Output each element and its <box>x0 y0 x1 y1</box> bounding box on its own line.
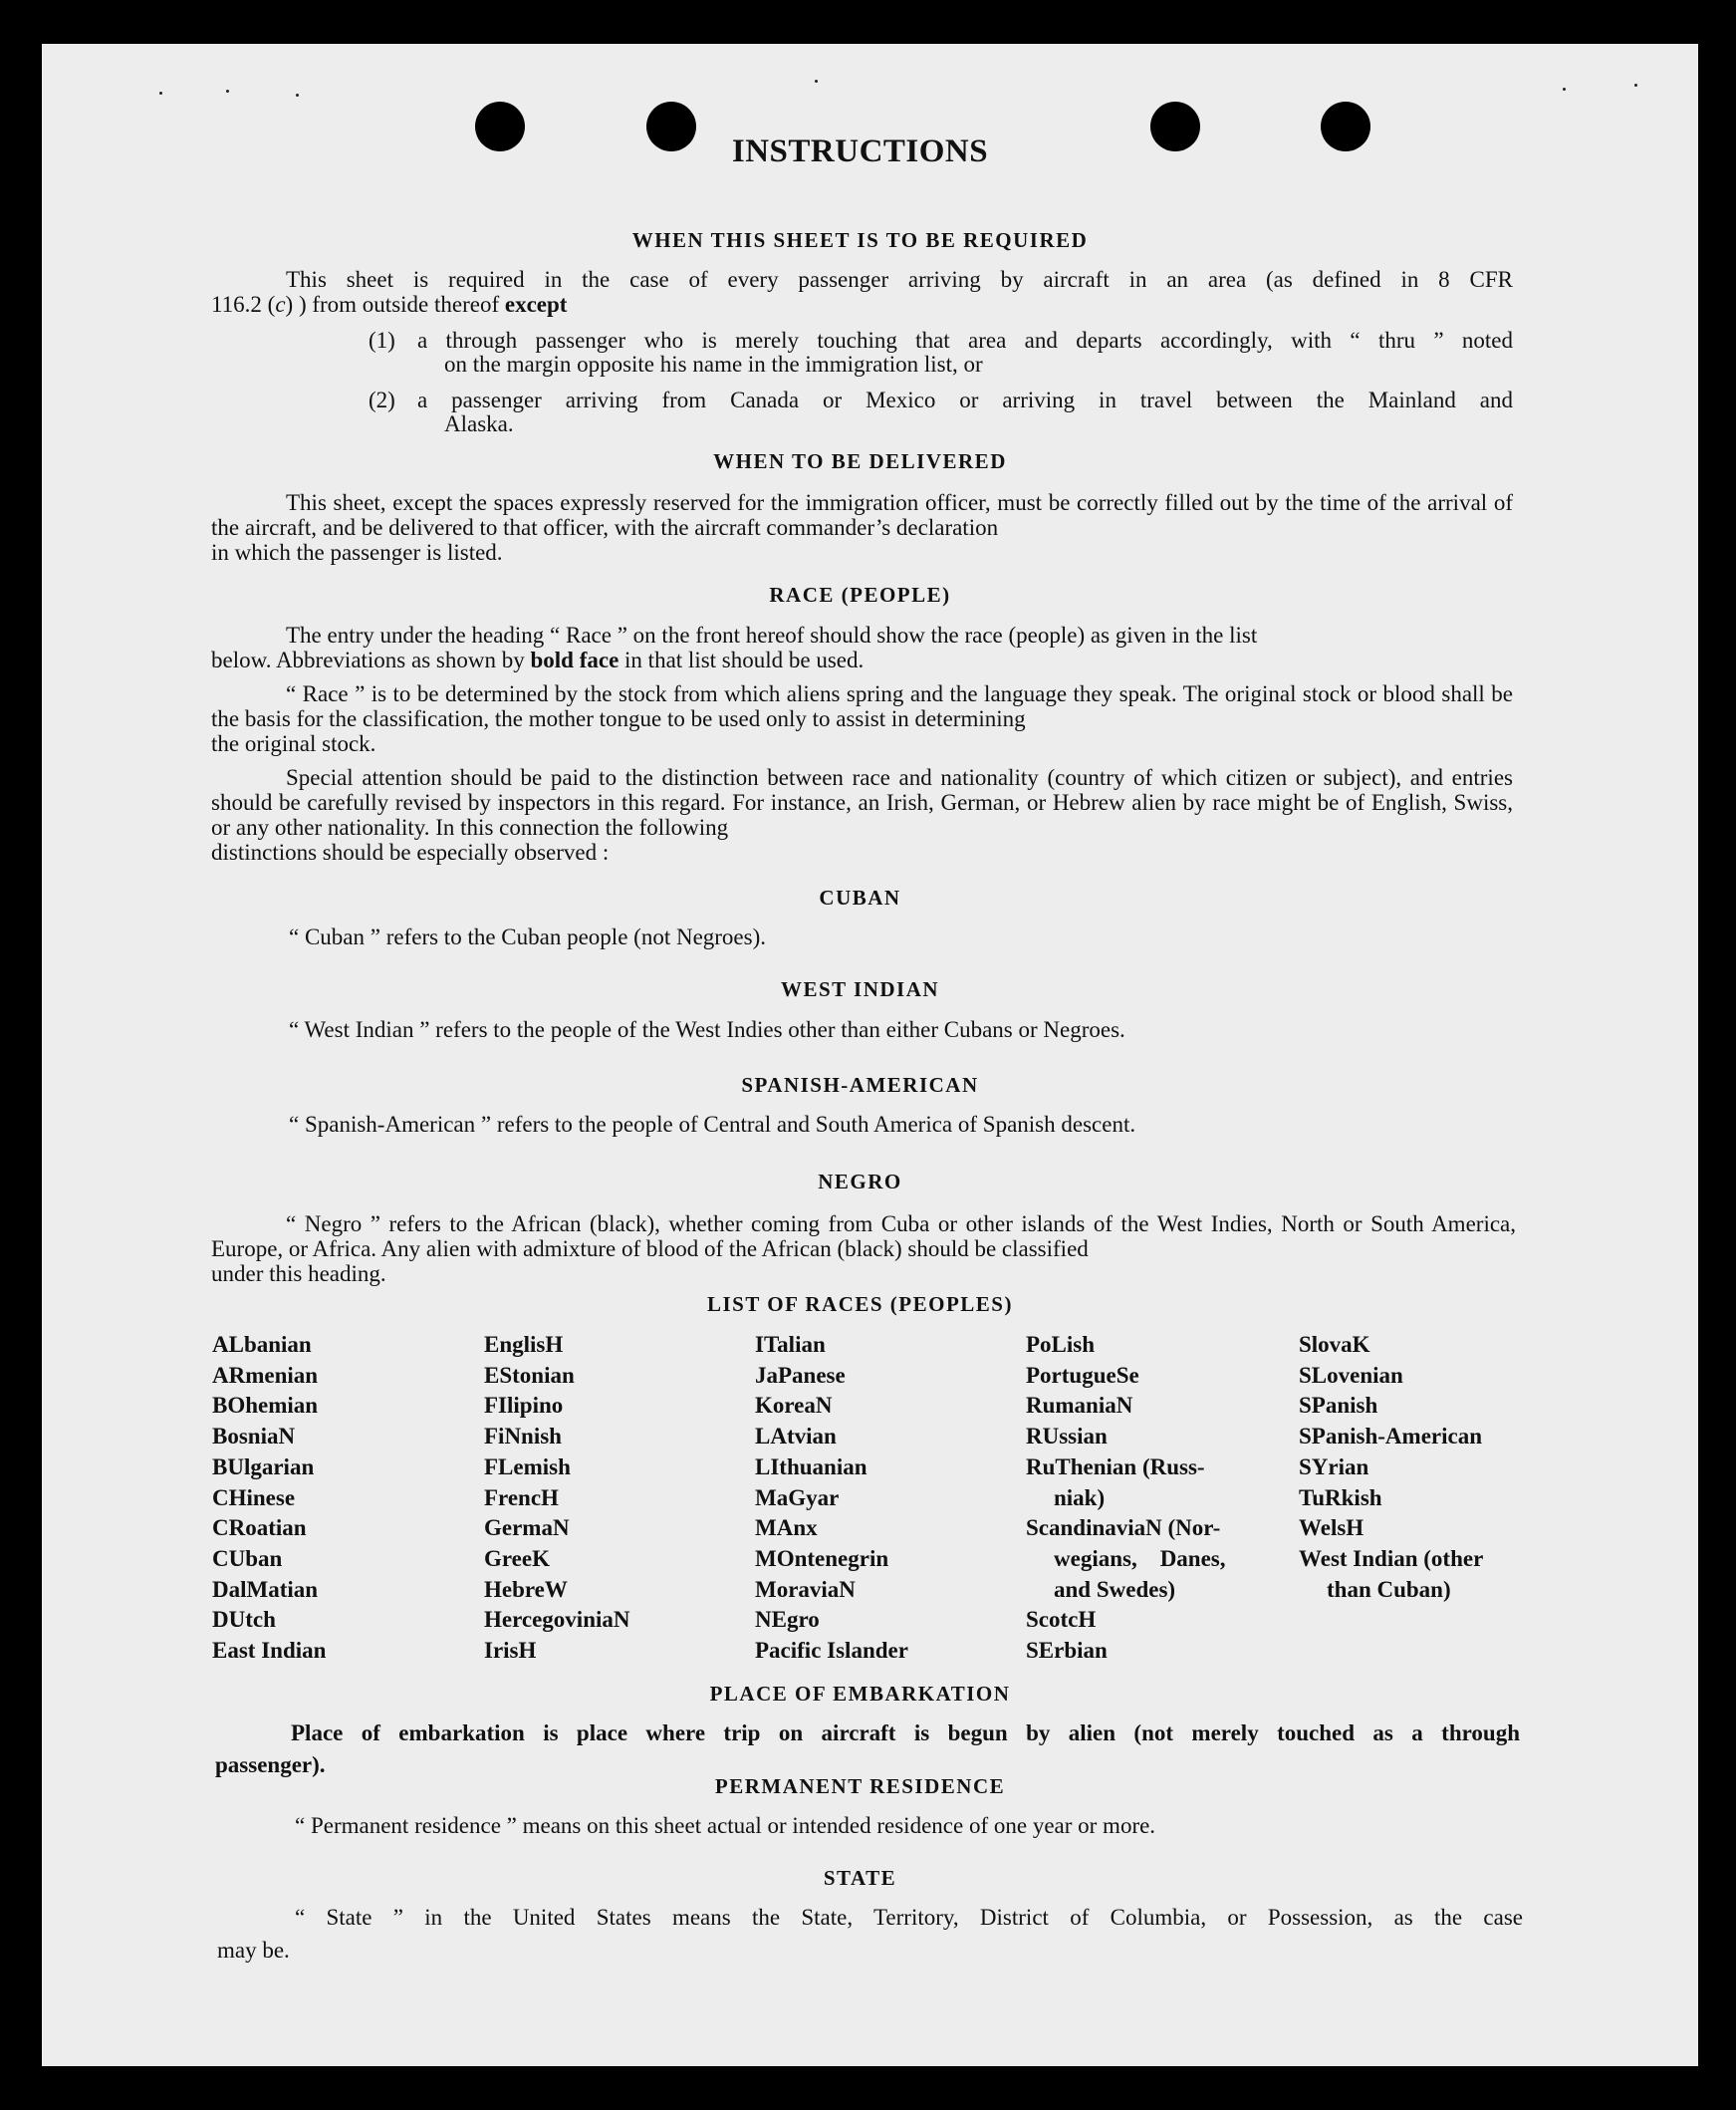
list-item: IrisH <box>484 1638 537 1664</box>
list-item: BosniaN <box>212 1424 296 1450</box>
list-item: JaPanese <box>755 1362 846 1388</box>
list-item: WelsH <box>1299 1515 1364 1541</box>
heading-permanent-residence: PERMANENT RESIDENCE <box>714 1774 1006 1798</box>
race-list-column-1 <box>212 1330 326 1667</box>
list-item: East Indian <box>212 1638 327 1664</box>
list-item: MoraviaN <box>755 1576 856 1602</box>
list-item: ITalian <box>755 1332 826 1357</box>
list-item: ARmenian <box>212 1362 319 1388</box>
list-item: ScandinaviaN (Nor- <box>1026 1515 1221 1541</box>
state-body-last: may be. <box>217 1938 290 1963</box>
list-item: TuRkish <box>1299 1484 1382 1510</box>
race-p3: Special attention should be paid to the distinction between race and nationality (country of which citizen or subject), and entries should be carefully revised by inspectors in this regard. For instance, an Irish, German, or Hebrew alien by race might be of English, Swiss, or any other nationality. In this connection the following <box>211 765 1513 840</box>
cuban-body: “ Cuban ” refers to the Cuban people (not Negroes). <box>289 924 767 949</box>
list-item: HercegoviniaN <box>484 1607 630 1633</box>
list-item: GermaN <box>484 1515 570 1541</box>
heading-when-required: WHEN THIS SHEET IS TO BE REQUIRED <box>631 228 1089 252</box>
list-item: SYrian <box>1299 1453 1369 1479</box>
list-item: RUssian <box>1026 1424 1108 1450</box>
list-item: FIlipino <box>484 1393 564 1419</box>
heading-list-of-races: LIST OF RACES (PEOPLES) <box>707 1292 1013 1316</box>
list-item: HebreW <box>484 1576 568 1602</box>
list-item: CRoatian <box>212 1515 307 1541</box>
item1-line2: on the margin opposite his name in the immigration list, or <box>444 352 983 377</box>
list-item: SLovenian <box>1299 1362 1403 1388</box>
list-item: KoreaN <box>755 1393 833 1419</box>
negro-body: “ Negro ” refers to the African (black), whether coming from Cuba or other islands of the West Indies, North or South America, Europe, or Africa. Any alien with admixture of blood of the African (black) should be classified <box>211 1211 1516 1261</box>
list-item: West Indian (other <box>1299 1545 1484 1571</box>
list-item: Pacific Islander <box>755 1638 908 1664</box>
embarkation-body-last: passenger). <box>215 1752 326 1777</box>
delivered-body-last: in which the passenger is listed. <box>211 540 503 565</box>
item2-line2: Alaska. <box>444 411 514 436</box>
speck <box>1634 84 1637 87</box>
list-item: EStonian <box>484 1362 575 1388</box>
list-item: ScotcH <box>1026 1607 1097 1633</box>
race-p1-last: below. Abbreviations as shown by bold face in that list should be used. <box>211 648 865 672</box>
speck <box>1563 88 1566 91</box>
list-item: CUban <box>212 1545 283 1571</box>
speck <box>815 80 818 83</box>
heading-embarkation: PLACE OF EMBARKATION <box>709 1682 1011 1706</box>
item2-line1: a passenger arriving from Canada or Mexico or arriving in travel between the Mainland and <box>417 388 1513 412</box>
list-item: than Cuban) <box>1327 1576 1451 1602</box>
list-item: LAtvian <box>755 1424 837 1450</box>
race-p2-last: the original stock. <box>211 731 376 756</box>
list-item: FiNnish <box>484 1424 562 1450</box>
list-item: FLemish <box>484 1453 571 1479</box>
speck <box>226 90 229 93</box>
list-item: SErbian <box>1026 1638 1108 1664</box>
list-item: BOhemian <box>212 1393 319 1419</box>
west-indian-body: “ West Indian ” refers to the people of the West Indies other than either Cubans or Negroes. <box>289 1017 1125 1042</box>
heading-spanish-american: SPANISH-AMERICAN <box>741 1073 979 1097</box>
race-p3-last: distinctions should be especially observed : <box>211 840 610 865</box>
race-p1: The entry under the heading “ Race ” on the front hereof should show the race (people) as given in the list <box>286 623 1258 648</box>
heading-west-indian: WEST INDIAN <box>780 977 940 1001</box>
list-item: DalMatian <box>212 1576 319 1602</box>
list-item: FrencH <box>484 1484 559 1510</box>
permanent-residence-body: “ Permanent residence ” means on this sheet actual or intended residence of one year or more. <box>295 1813 1156 1838</box>
list-item: GreeK <box>484 1545 550 1571</box>
page-title: INSTRUCTIONS <box>731 133 989 169</box>
required-intro-line2: 116.2 (c) ) from outside thereof except <box>211 292 568 317</box>
list-item: ALbanian <box>212 1332 312 1357</box>
heading-when-delivered: WHEN TO BE DELIVERED <box>713 449 1007 473</box>
heading-state: STATE <box>823 1866 897 1890</box>
list-item: LIthuanian <box>755 1453 868 1479</box>
race-list-column-5 <box>1299 1330 1483 1605</box>
race-list-column-3 <box>755 1330 908 1667</box>
list-item: DUtch <box>212 1607 276 1633</box>
heading-race: RACE (PEOPLE) <box>769 583 951 607</box>
list-item: and Swedes) <box>1054 1576 1176 1602</box>
race-list-column-2 <box>484 1330 630 1667</box>
item-number: (2) <box>369 388 395 412</box>
list-item: BUlgarian <box>212 1453 315 1479</box>
list-item: PoLish <box>1026 1332 1096 1357</box>
list-item: niak) <box>1054 1484 1106 1510</box>
speck <box>159 92 162 95</box>
embarkation-body: Place of embarkation is place where trip on aircraft is begun by alien (not merely touched as a through <box>291 1720 1520 1745</box>
list-item: RumaniaN <box>1026 1393 1133 1419</box>
list-item: SlovaK <box>1299 1332 1370 1357</box>
heading-negro: NEGRO <box>818 1170 902 1193</box>
delivered-body: This sheet, except the spaces expressly reserved for the immigration officer, must be correctly filled out by the time of the arrival of the aircraft, and be delivered to that officer, with the aircraft commander’s declaration <box>211 490 1513 540</box>
item1-line1: a through passenger who is merely touching that area and departs accordingly, with “ thru ” noted <box>417 328 1513 353</box>
race-list-column-4 <box>1026 1330 1226 1667</box>
list-item: NEgro <box>755 1607 820 1633</box>
list-item: RuThenian (Russ- <box>1026 1453 1205 1479</box>
required-intro-line1: This sheet is required in the case of every passenger arriving by aircraft in an area (as defined in 8 CFR <box>286 267 1513 292</box>
list-item: MOntenegrin <box>755 1545 889 1571</box>
item-number: (1) <box>369 328 395 353</box>
list-item: CHinese <box>212 1484 296 1510</box>
list-item: PortugueSe <box>1026 1362 1139 1388</box>
speck <box>296 94 299 97</box>
heading-cuban: CUBAN <box>819 886 901 910</box>
list-item: SPanish <box>1299 1393 1378 1419</box>
spanish-american-body: “ Spanish-American ” refers to the people of Central and South America of Spanish descent. <box>289 1112 1136 1137</box>
list-item: MaGyar <box>755 1484 840 1510</box>
list-item: wegians, Danes, <box>1054 1545 1226 1571</box>
list-item: EnglisH <box>484 1332 564 1357</box>
list-item: SPanish-American <box>1299 1424 1482 1450</box>
state-body: “ State ” in the United States means the State, Territory, District of Columbia, or Possession, as the case <box>295 1905 1523 1930</box>
negro-body-last: under this heading. <box>211 1261 386 1286</box>
race-p2: “ Race ” is to be determined by the stock from which aliens spring and the language they speak. The original stock or blood shall be the basis for the classification, the mother tongue to be used only to assist in determining <box>211 681 1513 731</box>
list-item: MAnx <box>755 1515 818 1541</box>
